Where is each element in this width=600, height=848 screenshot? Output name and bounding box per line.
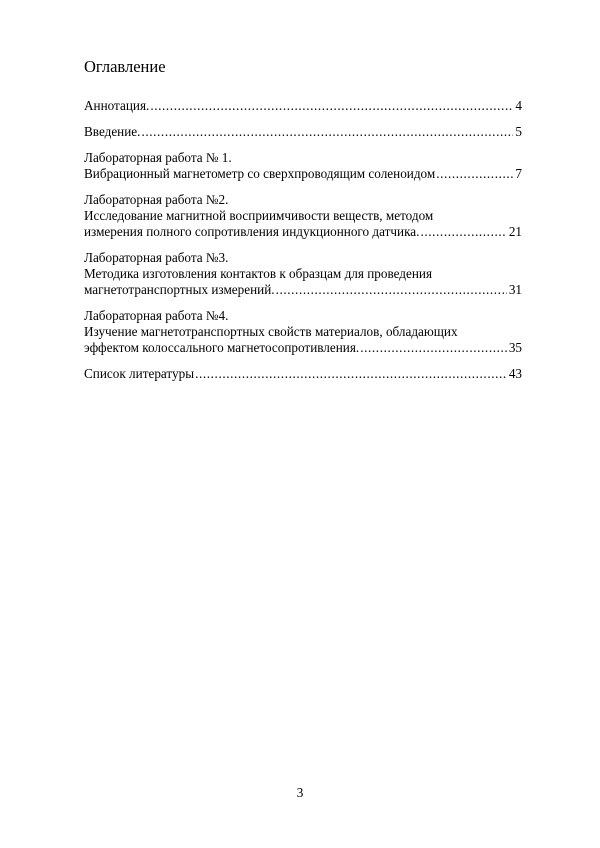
toc-entry-text: Аннотация.	[84, 98, 150, 113]
toc-page-number: 4	[515, 98, 522, 113]
dot-leader	[360, 340, 507, 356]
toc-entry-text: измерения полного сопротивления индукционного датчика.	[84, 224, 420, 239]
toc-entry-line	[84, 166, 522, 182]
toc-entry-heading: Лабораторная работа №2.	[84, 192, 229, 207]
dot-leader	[141, 124, 513, 140]
toc-entry-line	[84, 124, 522, 140]
toc-page-number: 31	[508, 282, 522, 297]
dot-leader	[276, 282, 507, 298]
dot-leader	[420, 224, 506, 240]
toc-entry-heading: Лабораторная работа №3.	[84, 250, 229, 265]
page-number: 3	[296, 785, 304, 800]
toc-entry-subtitle: Исследование магнитной восприимчивости веществ, методом	[84, 208, 434, 223]
toc-entry-heading: Лабораторная работа № 1.	[84, 150, 232, 165]
toc-entry-lab-1[interactable]	[84, 150, 522, 182]
dot-leader	[150, 98, 513, 114]
toc-entry-subtitle: Методика изготовления контактов к образцам для проведения	[84, 266, 433, 281]
toc-entry-line	[84, 340, 522, 356]
toc-title: Оглавление	[84, 57, 166, 76]
toc-entry-lab-2[interactable]	[84, 192, 522, 240]
toc-entry-text: Введение.	[84, 124, 141, 139]
toc-entry-text: магнетотранспортных измерений.	[84, 282, 275, 297]
toc-page-number: 35	[508, 340, 522, 355]
toc-entry-text: Вибрационный магнетометр со сверхпроводящим соленоидом	[84, 166, 436, 181]
toc-entry-line	[84, 98, 522, 114]
toc-entry-heading: Лабораторная работа №4.	[84, 308, 229, 323]
toc-entry-references[interactable]	[84, 366, 522, 382]
toc-entry-subtitle: Изучение магнетотранспортных свойств материалов, обладающих	[84, 324, 458, 339]
toc-entry-annotation[interactable]	[84, 98, 522, 114]
toc-entry-line	[84, 366, 522, 382]
table-of-contents	[84, 98, 522, 392]
toc-page-number: 5	[515, 124, 522, 139]
toc-page-number: 43	[508, 366, 522, 381]
toc-entry-lab-4[interactable]	[84, 308, 522, 356]
toc-entry-line	[84, 224, 522, 240]
toc-entry-line	[84, 282, 522, 298]
toc-entry-text: эффектом колоссального магнетосопротивления.	[84, 340, 360, 355]
toc-entry-lab-3[interactable]	[84, 250, 522, 298]
toc-entry-introduction[interactable]	[84, 124, 522, 140]
dot-leader	[436, 166, 513, 182]
toc-entry-text: Список литературы	[84, 366, 195, 381]
dot-leader	[195, 366, 507, 382]
toc-page-number: 21	[508, 224, 522, 239]
toc-page-number: 7	[515, 166, 522, 181]
